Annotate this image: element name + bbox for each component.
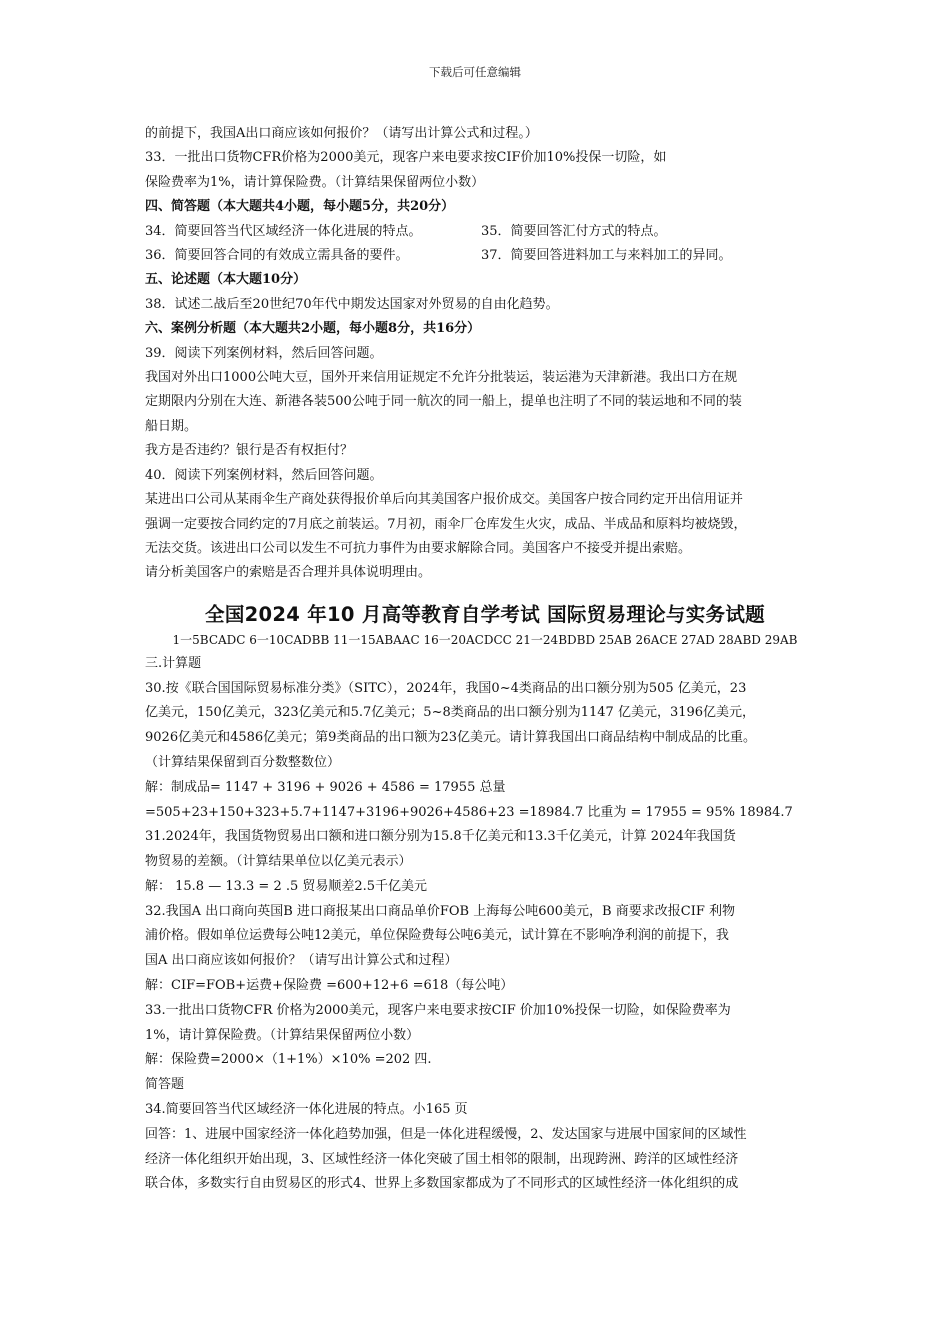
paragraph: 9026亿美元和4586亿美元；第9类商品的出口额为23亿美元。请计算我国出口商品结构中制成品的比重。 xyxy=(145,730,756,746)
paragraph: 物贸易的差额。（计算结果单位以亿美元表示） xyxy=(145,854,412,870)
paragraph: 31.2024年，我国货物贸易出口额和进口额分别为15.8千亿美元和13.3千亿美元，计算 2024年我国货 xyxy=(145,829,736,845)
paragraph: （计算结果保留到百分数整数位） xyxy=(145,754,341,770)
answer-key: 1一5BCADC 6一10CADBB 11一15ABAAC 16一20ACDCC 21一24BDBD 25AB 26ACE 27AD 28ABD 29AB xyxy=(172,632,798,647)
paragraph: 解：CIF=FOB+运费+保险费 =600+12+6 =618（每公吨） xyxy=(145,978,514,994)
paragraph: 联合体，多数实行自由贸易区的形式4、世界上多数国家都成为了不同形式的区域性经济一体化组织的成 xyxy=(145,1176,739,1192)
paragraph: 1%，请计算保险费。（计算结果保留两位小数） xyxy=(145,1027,420,1043)
paragraph: 船日期。 xyxy=(145,418,198,434)
paragraph: 经济一体化组织开始出现，3、区域性经济一体化突破了国土相邻的限制，出现跨洲、跨洋的区域性经济 xyxy=(145,1151,739,1167)
question-row xyxy=(145,220,825,244)
question-row xyxy=(145,244,825,268)
page-header: 下载后可任意编辑 xyxy=(429,65,521,79)
paragraph: 国A 出口商应该如何报价？（请写出计算公式和过程） xyxy=(145,953,458,969)
paragraph: 39．阅读下列案例材料，然后回答问题。 xyxy=(145,345,383,361)
question: 37．简要回答进料加工与来料加工的异同。 xyxy=(481,248,732,264)
paragraph: 回答：1、进展中国家经济一体化趋势加强，但是一体化进程缓慢，2、发达国家与进展中国家间的区域性 xyxy=(145,1126,747,1142)
paragraph: 33.一批出口货物CFR 价格为2000美元，现客户来电要求按CIF 价加10%投保一切险，如保险费率为 xyxy=(145,1002,731,1018)
exam-title: 全国2024 年10 月高等教育自学考试 国际贸易理论与实务试题 xyxy=(205,602,765,626)
paragraph: 我方是否违约？银行是否有权拒付？ xyxy=(145,443,354,459)
paragraph: =505+23+150+323+5.7+1147+3196+9026+4586+23 =18984.7 比重为 = 17955 = 95% 18984.7 xyxy=(145,804,793,820)
paragraph: 解：制成品= 1147 + 3196 + 9026 + 4586 = 17955 总量 xyxy=(145,779,506,795)
paragraph: 的前提下，我国A出口商应该如何报价？（请写出计算公式和过程。） xyxy=(145,126,538,141)
section-heading: 四、简答题（本大题共4小题，每小题5分，共20分） xyxy=(145,199,455,215)
paragraph: 我国对外出口1000公吨大豆，国外开来信用证规定不允许分批装运，装运港为天津新港。我出口方在规 xyxy=(145,370,738,386)
paragraph: 无法交货。该进出口公司以发生不可抗力事件为由要求解除合同。美国客户不接受并提出索赔。 xyxy=(145,540,692,556)
paragraph: 34.简要回答当代区域经济一体化进展的特点。小165 页 xyxy=(145,1102,468,1118)
paragraph: 33．一批出口货物CFR价格为2000美元，现客户来电要求按CIF价加10%投保一切险，如 xyxy=(145,150,667,166)
paragraph: 定期限内分别在大连、新港各装500公吨于同一航次的同一船上，提单也注明了不同的装运地和不同的装 xyxy=(145,394,742,410)
paragraph: 三.计算题 xyxy=(145,655,202,671)
paragraph: 亿美元，150亿美元，323亿美元和5.7亿美元；5~8类商品的出口额分别为1147 亿美元，3196亿美元， xyxy=(145,705,756,721)
question: 36．简要回答合同的有效成立需具备的要件。 xyxy=(145,248,409,264)
question: 38．试述二战后至20世纪70年代中期发达国家对外贸易的自由化趋势。 xyxy=(145,296,559,312)
paragraph: 简答题 xyxy=(145,1077,185,1093)
paragraph: 某进出口公司从某雨伞生产商处获得报价单后向其美国客户报价成交。美国客户按合同约定开出信用证并 xyxy=(145,492,744,508)
question: 35．简要回答汇付方式的特点。 xyxy=(481,223,667,239)
answer-section xyxy=(145,652,825,1198)
paragraph: 保险费率为1%，请计算保险费。（计算结果保留两位小数） xyxy=(145,174,485,190)
question: 34．简要回答当代区域经济一体化进展的特点。 xyxy=(145,223,422,239)
paragraph: 40．阅读下列案例材料，然后回答问题。 xyxy=(145,467,383,483)
section-heading: 五、论述题（本大题10分） xyxy=(145,272,307,288)
section-heading: 六、案例分析题（本大题共2小题，每小题8分，共16分） xyxy=(145,321,481,337)
paragraph: 32.我国A 出口商向英国B 进口商报某出口商品单价FOB 上海每公吨600美元，B 商要求改报CIF 利物 xyxy=(145,903,735,919)
document-body xyxy=(145,122,825,1197)
paragraph: 强调一定要按合同约定的7月底之前装运。7月初，雨伞厂仓库发生火灾，成品、半成品和原料均被烧毁， xyxy=(145,516,747,532)
paragraph: 解：保险费=2000×（1+1%）×10% =202 四. xyxy=(145,1052,432,1068)
paragraph: 浦价格。假如单位运费每公吨12美元，单位保险费每公吨6美元，试计算在不影响净利润的前提下，我 xyxy=(145,928,729,944)
paragraph: 解： 15.8 — 13.3 = 2 .5 贸易顺差2.5千亿美元 xyxy=(145,878,428,894)
paragraph: 请分析美国客户的索赔是否合理并具体说明理由。 xyxy=(145,565,432,581)
paragraph: 30.按《联合国国际贸易标准分类》（SITC），2024年，我国0~4类商品的出口额分别为505 亿美元，23 xyxy=(145,680,747,696)
